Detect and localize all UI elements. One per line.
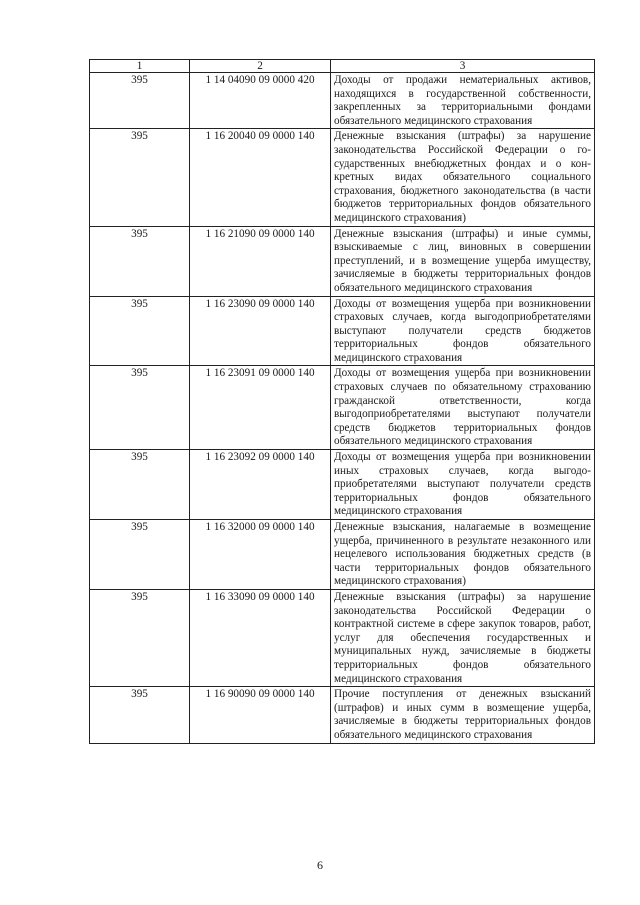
revenue-description-cell: Доходы от возмещения ущерба при возникновении страховых случаев, когда выгодоприобретателями выступают получатели средств бюджетов территориальных фондов обязательного медицинского страхования [331, 296, 595, 366]
table-row [90, 226, 595, 296]
admin-code-cell: 395 [90, 73, 190, 129]
admin-code-cell: 395 [90, 226, 190, 296]
budget-classification-code-cell: 1 16 32000 09 0000 140 [190, 520, 331, 590]
revenue-description-cell: Денежные взыскания (штрафы) и иные суммы, взыскиваемые с лиц, виновных в совершении преступлений, и в возмещение ущерба имуществу, зачисляемые в бюджеты территориальных фондов обязательного медицинского страхования [331, 226, 595, 296]
revenue-description-cell: Доходы от продажи нематериальных активов, находящихся в государственной собственности, закрепленных за территориальными фондами обязательного медицинского страхования [331, 73, 595, 129]
revenue-description-cell: Прочие поступления от денежных взысканий (штрафов) и иных сумм в возмещение ущерба, зачисляемые в бюджеты территориальных фондов обязательного медицинского страхования [331, 687, 595, 743]
budget-classification-code-cell: 1 16 21090 09 0000 140 [190, 226, 331, 296]
admin-code-cell: 395 [90, 129, 190, 226]
budget-classification-code-cell: 1 16 23090 09 0000 140 [190, 296, 331, 366]
budget-classification-code-cell: 1 16 90090 09 0000 140 [190, 687, 331, 743]
admin-code-cell: 395 [90, 687, 190, 743]
table-row [90, 73, 595, 129]
admin-code-cell: 395 [90, 589, 190, 686]
budget-classification-code-cell: 1 16 23091 09 0000 140 [190, 366, 331, 450]
admin-code-cell: 395 [90, 296, 190, 366]
revenue-description-cell: Доходы от возмещения ущерба при возникновении страховых случаев по обязательному страхованию гражданской ответственности, когда выгодоприобретателями выступают получатели средств бюджетов территориальных фондов обязательного медицинского страхования [331, 366, 595, 450]
table-header-row [90, 60, 595, 73]
budget-classification-code-cell: 1 16 33090 09 0000 140 [190, 589, 331, 686]
table-row [90, 589, 595, 686]
budget-classification-code-cell: 1 16 20040 09 0000 140 [190, 129, 331, 226]
table-row [90, 366, 595, 450]
revenue-codes-table [89, 59, 595, 744]
admin-code-cell: 395 [90, 520, 190, 590]
table-body [90, 73, 595, 744]
admin-code-cell: 395 [90, 366, 190, 450]
column-header-2: 2 [190, 60, 331, 73]
table-row [90, 687, 595, 743]
admin-code-cell: 395 [90, 450, 190, 520]
table-row [90, 450, 595, 520]
budget-classification-code-cell: 1 14 04090 09 0000 420 [190, 73, 331, 129]
table-row [90, 129, 595, 226]
column-header-3: 3 [331, 60, 595, 73]
budget-classification-code-cell: 1 16 23092 09 0000 140 [190, 450, 331, 520]
revenue-description-cell: Денежные взыскания (штрафы) за нарушение законодательства Российской Федерации о контрактной системе в сфере закупок товаров, работ, услуг для обеспечения государственных и муниципальных нужд, зачисляемые в бюджеты территориальных фондов обязательного медицинского страхования [331, 589, 595, 686]
table-row [90, 296, 595, 366]
table-row [90, 520, 595, 590]
page-number: 6 [317, 858, 323, 872]
column-header-1: 1 [90, 60, 190, 73]
revenue-description-cell: Денежные взыскания, налагаемые в возмещение ущерба, причиненного в результате незаконного или нецелевого использования бюджетных средств (в части территориальных фондов обязательного медицинского страхования) [331, 520, 595, 590]
revenue-description-cell: Денежные взыскания (штрафы) за нарушение законодательства Российской Федерации о государственных внебюджетных фондах и о конкретных видах обязательного социального страхования, бюджетного законодательства (в части бюджетов территориальных фондов обязательного медицинского страхования) [331, 129, 595, 226]
revenue-description-cell: Доходы от возмещения ущерба при возникновении иных страховых случаев, когда выгодоприобретателями выступают получатели средств территориальных фондов обязательного медицинского страхования [331, 450, 595, 520]
